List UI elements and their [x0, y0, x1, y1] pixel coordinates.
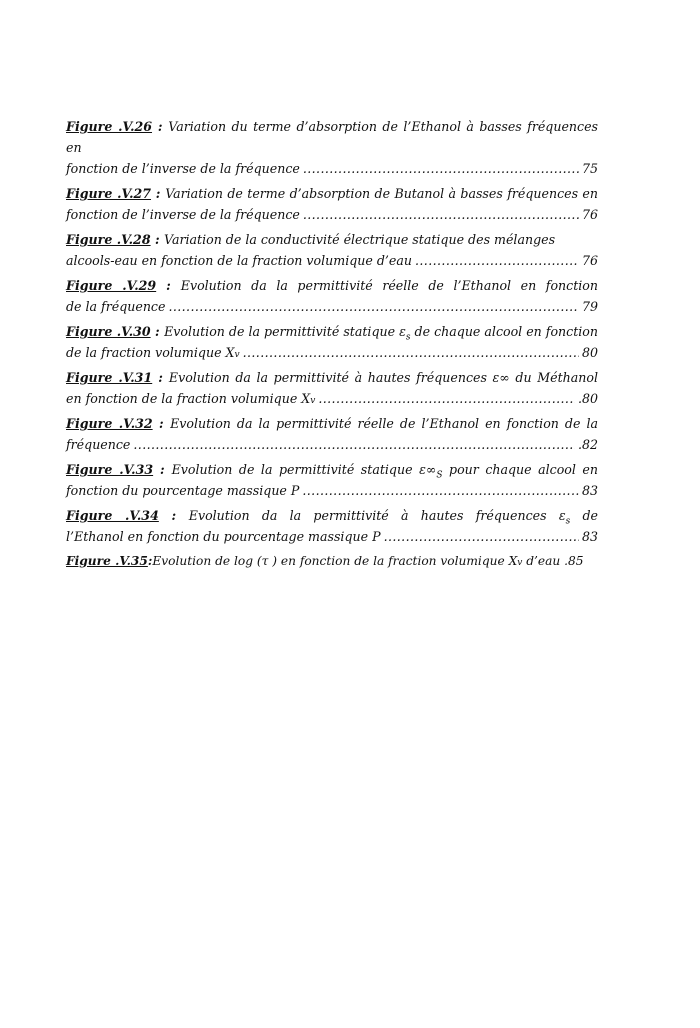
page-number: 76 [581, 207, 598, 222]
entry-line-1 [66, 321, 598, 342]
entry-title-cont: alcools-eau en fonction de la fraction volumique d’eau [66, 253, 412, 268]
dot-leader [384, 526, 579, 547]
entry-title: Evolution da la permittivité réelle de l’Ethanol en fonction [180, 278, 598, 293]
entry-title: Evolution da la permittivité à hautes fréquences [188, 508, 547, 523]
separator: : [150, 232, 165, 247]
page-number: 76 [581, 253, 598, 268]
page-number: 83 [581, 483, 598, 498]
page-number: 80 [581, 345, 598, 360]
toc-entry-v33 [66, 459, 598, 501]
figure-label: Figure .V.35 [66, 554, 148, 568]
figure-label: Figure .V.28 [66, 232, 151, 247]
toc-entry-v27 [66, 183, 598, 225]
dot-leader [168, 296, 579, 317]
entry-line-2 [66, 204, 598, 225]
entry-title-end: du Méthanol [515, 370, 598, 385]
page-number: .82 [577, 437, 598, 452]
entry-title-cont: de la fraction volumique X [66, 345, 235, 360]
entry-title-end: pour chaque alcool en [449, 462, 598, 477]
dot-leader [415, 250, 579, 271]
entry-title-cont: l’Ethanol en fonction du pourcentage massique P [66, 529, 381, 544]
separator: : [156, 278, 181, 293]
entry-line-2: en fonction de la fraction volumique X v ..... .80 [66, 388, 598, 409]
separator: : [150, 186, 166, 201]
entry-title: Evolution de log (τ ) en fonction de la fraction volumique X [152, 554, 518, 568]
page-number: .80 [577, 391, 598, 406]
entry-line-2 [66, 480, 598, 501]
entry-title: Variation de la conductivité électrique statique des mélanges [164, 232, 556, 247]
separator: : [158, 508, 189, 523]
figure-label: Figure .V.32 [66, 416, 153, 431]
entry-title: Evolution da la permittivité à hautes fréquences [168, 370, 487, 385]
figure-label: Figure .V.26 [66, 119, 153, 134]
entry-title-end: de [582, 508, 598, 523]
entry-line-1 [66, 183, 598, 204]
toc-entry-v34 [66, 505, 598, 547]
entry-line-2 [66, 526, 598, 547]
toc-entry-v31 [66, 367, 598, 409]
entry-title-cont: fréquence [66, 437, 131, 452]
entry-line-1 [66, 229, 598, 250]
entry-line-2 [66, 250, 598, 271]
dot-leader [302, 480, 579, 501]
entry-line-1 [66, 413, 598, 434]
page-number: .85 [564, 554, 584, 568]
separator: : [153, 462, 172, 477]
dot-leader [318, 388, 575, 409]
separator: : [152, 416, 171, 431]
entry-line-1 [66, 505, 598, 526]
dot-leader [133, 434, 575, 455]
symbol-subscript: s [565, 516, 571, 527]
entry-title-end: de chaque alcool en fonction [414, 324, 598, 339]
entry-line-1 [66, 367, 598, 388]
entry-title-cont: de la fréquence [66, 299, 166, 314]
entry-line-2 [66, 296, 598, 317]
entry-title-cont: fonction de l’inverse de la fréquence [66, 207, 300, 222]
entry-line-2 [66, 434, 598, 455]
entry-line-2: de la fraction volumique X v ..... 80 [66, 342, 598, 363]
dot-leader [243, 342, 579, 363]
symbol-subscript: s [405, 332, 411, 343]
page-number: 75 [581, 161, 598, 176]
entry-title: Variation de terme d’absorption de Butanol à basses fréquences en [165, 186, 598, 201]
entry-title-cont: fonction du pourcentage massique P [66, 483, 300, 498]
epsilon-infinity-symbol: ε∞ [492, 370, 510, 385]
entry-title-cont: en fonction de la fraction volumique X [66, 391, 311, 406]
figure-label: Figure .V.34 [66, 508, 159, 523]
figure-label: Figure .V.33 [66, 462, 154, 477]
toc-entry-v30 [66, 321, 598, 363]
page-number: 83 [581, 529, 598, 544]
epsilon-infinity-symbol: ε∞ [419, 462, 437, 477]
toc-entry-v26 [66, 116, 598, 179]
separator: : [150, 324, 165, 339]
separator: : [152, 370, 169, 385]
separator: : [152, 119, 169, 134]
symbol-subscript: S [436, 470, 443, 481]
page-number: 79 [581, 299, 598, 314]
entry-title: Evolution de la permittivité statique [171, 462, 413, 477]
figure-label: Figure .V.30 [66, 324, 151, 339]
entry-title: Evolution de la permittivité statique [164, 324, 396, 339]
entry-line-1 [66, 275, 598, 296]
entry-title-end: d’eau [526, 554, 561, 568]
epsilon-symbol: ε [399, 324, 406, 339]
separator: : [147, 554, 153, 568]
entry-line-1 [66, 459, 598, 480]
toc-entry-v32 [66, 413, 598, 455]
entry-title: Variation du terme d’absorption de l’Ethanol à basses fréquences en [66, 119, 598, 155]
epsilon-symbol: ε [558, 508, 566, 523]
entry-line-2 [66, 158, 598, 179]
list-of-figures [66, 116, 598, 576]
figure-label: Figure .V.27 [66, 186, 151, 201]
toc-entry-v28 [66, 229, 598, 271]
dot-leader [303, 158, 579, 179]
entry-title: Evolution da la permittivité réelle de l’Ethanol en fonction de la [170, 416, 598, 431]
toc-entry-v35 [66, 551, 598, 572]
entry-title-cont: fonction de l’inverse de la fréquence [66, 161, 300, 176]
entry-line-1: Figure .V.35 : Evolution de log (τ ) en fonction de la fraction volumique X v d’eau .85 [66, 551, 598, 572]
toc-entry-v29 [66, 275, 598, 317]
dot-leader [303, 204, 579, 225]
entry-line-1 [66, 116, 598, 158]
figure-label: Figure .V.29 [66, 278, 157, 293]
figure-label: Figure .V.31 [66, 370, 153, 385]
